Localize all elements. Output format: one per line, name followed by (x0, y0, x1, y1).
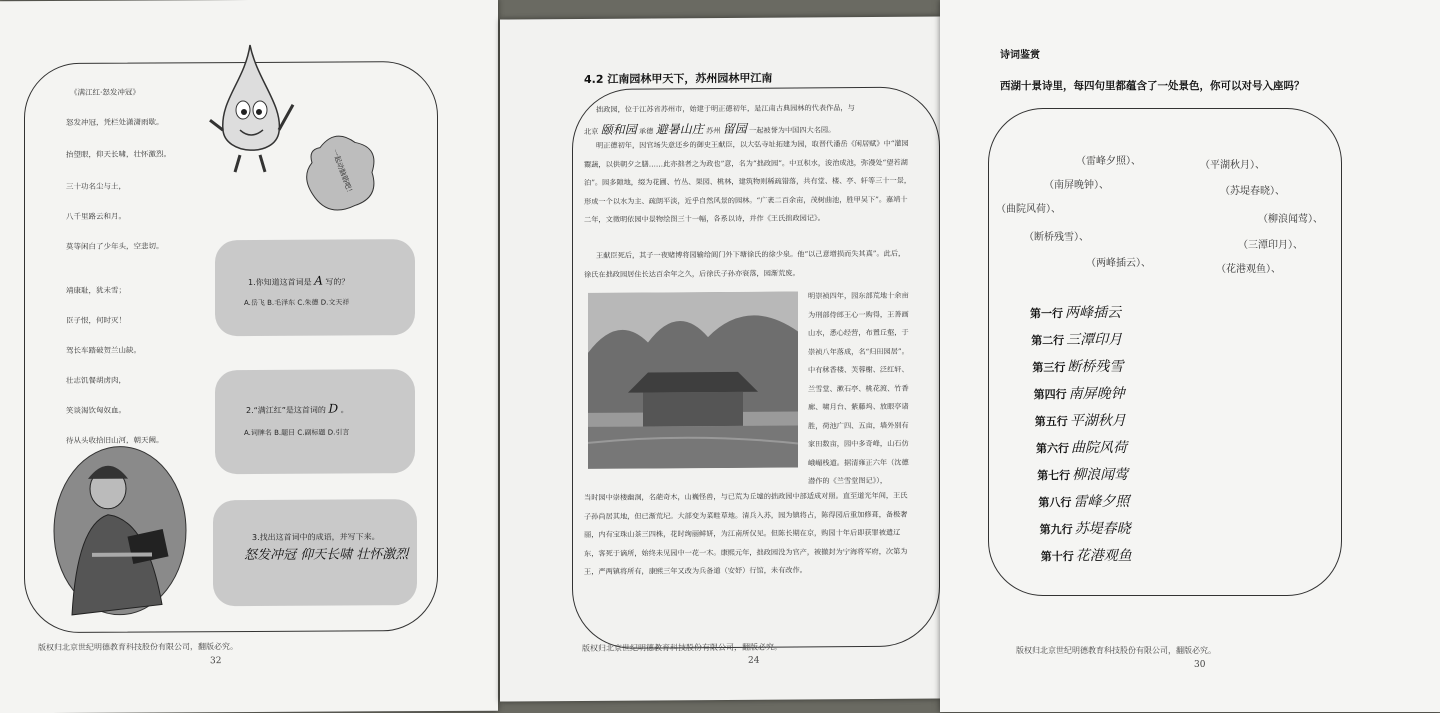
cloud-text: 一起动脑筋吧！ (330, 148, 355, 197)
poem-line: 靖康耻，犹未雪； (66, 285, 126, 295)
right-footer: 版权归北京世纪明德教育科技股份有限公司，翻版必究。 (1016, 646, 1216, 655)
row-handwritten-answer: 平湖秋月 (1069, 413, 1126, 429)
answer-row (1035, 410, 1126, 430)
row-label: 第三行 (1032, 361, 1066, 374)
answer-row (1040, 518, 1131, 538)
answer-row (1034, 383, 1125, 403)
q3-handwritten-answer: 怒发冲冠 仰天长啸 壮怀激烈 (244, 547, 409, 564)
yue-fei-portrait-illustration (52, 444, 188, 617)
q2-question: 2.“满江红”是这首词的 D 。 (246, 401, 349, 416)
q2-handwritten-answer: D (328, 401, 339, 416)
poem-title: 《满江红·怒发冲冠》 (70, 87, 140, 97)
row-label: 第十行 (1040, 550, 1074, 563)
row-handwritten-answer: 雷峰夕照 (1073, 494, 1130, 510)
answer-row (1032, 356, 1123, 376)
poem-line: 壮志饥餐胡虏肉， (66, 375, 126, 385)
row-handwritten-answer: 断桥残雪 (1067, 359, 1124, 375)
exercise-question: 西湖十景诗里，每四句里都蕴含了一处景色，你可以对号入座吗？ (1000, 80, 1305, 92)
answer-row (1037, 464, 1128, 484)
idiom-item: （平湖秋月）、 (1200, 160, 1265, 171)
poem-line: 驾长车踏破贺兰山缺。 (66, 345, 141, 355)
idiom-item: （断桥残雪）、 (1024, 232, 1089, 243)
idiom-item: （苏堤春晓）、 (1220, 186, 1285, 197)
right-page-number: 30 (1194, 660, 1206, 670)
fill-in-1: 颐和园 (600, 122, 637, 137)
poem-line: 三十功名尘与土， (66, 181, 126, 191)
left-page-number: 32 (210, 656, 222, 667)
q1-options: A.岳飞 B.毛泽东 C.朱德 D.文天祥 (244, 298, 350, 308)
idiom-item: （曲院风荷）、 (996, 204, 1061, 215)
answer-row (1030, 302, 1121, 322)
row-label: 第四行 (1033, 388, 1067, 401)
question-box-2 (215, 369, 415, 474)
left-footer: 版权归北京世纪明德教育科技股份有限公司，翻版必究。 (38, 642, 238, 653)
section-heading: 4.2 江南园林甲天下，苏州园林甲江南 (584, 71, 773, 86)
row-handwritten-answer: 曲院风荷 (1071, 440, 1127, 456)
left-page (0, 0, 498, 713)
para3: 王献臣死后，其子一夜赌博将园输给阊门外下塘徐氏的徐少泉。他“以己意增损而失其真”。此后，徐氏在拙政园居住长达百余年之久，后徐氏子孙亦衰落，园渐荒废。 (584, 248, 906, 279)
row-handwritten-answer: 柳浪闻莺 (1072, 467, 1129, 483)
poem-line: 笑谈渴饮匈奴血。 (66, 405, 126, 415)
row-label: 第五行 (1034, 415, 1068, 428)
idiom-item: （三潭印月）、 (1238, 240, 1303, 251)
q2-options: A.词牌名 B.题目 C.副标题 D.引言 (244, 428, 350, 438)
para4-continued: 当时园中崇楼幽洞，名葩奇木，山巍怪兽，与已荒为丘墟的拙政园中部适成对照。直至道光年间，王氏子孙尚居其地，但已渐荒圮。大部变为菜畦草地。清兵入苏，园为镇将占，陈得园后重加修葺，备极奢丽，内有宝珠山茶三四株，花时绚丽鲜妍，为江南所仅见。但陈长期在京，购园十年后即获罪被遣辽东，客死于谪所，始终未见园中一花一木。康熙元年，拙政园没为官产，被撤封为宁海将军府，次第为王，严两镇将所有，康熙三年又改为兵备道（安妤）行馆，未有改作。 (584, 490, 908, 576)
row-label: 第一行 (1030, 307, 1063, 320)
row-handwritten-answer: 苏堤春晓 (1074, 521, 1131, 537)
poem-line: 怒发冲冠，凭栏处潇潇雨歇。 (66, 117, 164, 127)
water-drop-mascot-illustration (205, 40, 305, 181)
fill-in-2: 避暑山庄 (655, 122, 704, 137)
row-handwritten-answer: 花港观鱼 (1075, 548, 1132, 564)
para2: 明正德初年，因官场失意还乡的御史王献臣，以大弘寺址拓建为园，取晋代潘岳《闲居赋》中“灌园鬻蔬，以供朝夕之膳……此亦拙者之为政也”意，名为“拙政园”。中亘积水，浚治成池，弥漫处“望若湖泊”。园多隙地，缀为花圃、竹丛、果园、桃林，建筑物则稀疏错落，共有堂、楼、亭、轩等三十一景，形成一个以水为主、疏朗平淡，近乎自然风景的园林。“广袤二百余亩，茂树曲池，胜甲吴下”。嘉靖十二年，文徵明依园中景物绘图三十一幅，各系以诗，并作《王氏拙政园记》。 (584, 138, 912, 224)
middle-footer: 版权归北京世纪明德教育科技股份有限公司，翻版必究。 (582, 642, 782, 653)
q1-handwritten-answer: A (314, 273, 323, 288)
fill-in-3: 留园 (722, 121, 747, 136)
row-handwritten-answer: 两峰插云 (1065, 305, 1121, 321)
row-label: 第七行 (1037, 469, 1071, 482)
q1-question: 1.你知道这首词是 A 写的？ (248, 273, 350, 288)
poem-line: 莫等闲白了少年头，空悲切。 (66, 241, 164, 251)
row-label: 第六行 (1036, 442, 1069, 455)
idiom-item: （柳浪闻莺）、 (1258, 214, 1323, 225)
right-page (940, 0, 1440, 712)
idiom-item: （南屏晚钟）、 (1044, 180, 1109, 191)
garden-pavilion-photo (588, 291, 798, 468)
middle-page-number: 24 (748, 655, 760, 666)
answer-row (1038, 491, 1129, 511)
para1-line2: 北京 颐和园 承德 避暑山庄 苏州 留园 一起被誉为中国四大名园。 (584, 121, 836, 137)
para1-line1: 拙政园，位于江苏省苏州市，始建于明正德初年，是江南古典园林的代表作品，与 (596, 103, 855, 114)
answer-row (1031, 329, 1122, 349)
row-label: 第九行 (1039, 523, 1073, 536)
idiom-item: （雷峰夕照）、 (1076, 156, 1141, 167)
answer-row (1036, 437, 1127, 457)
answer-row (1041, 545, 1132, 565)
q3-question: 3.找出这首词中的成语，并写下来。 (252, 532, 380, 542)
section-title: 诗词鉴赏 (1000, 50, 1040, 61)
row-handwritten-answer: 三潭印月 (1066, 332, 1123, 348)
idiom-item: （两峰插云）、 (1086, 258, 1151, 269)
row-label: 第八行 (1038, 496, 1072, 509)
middle-page (500, 16, 940, 701)
poem-line: 臣子恨，何时灭！ (66, 315, 126, 325)
poem-line: 待从头收拾旧山河，朝天阙。 (66, 435, 164, 445)
poem-lines (0, 0, 498, 1)
idiom-item: （花港观鱼）、 (1216, 264, 1281, 275)
para4-right-column: 明崇祯四年，园东部荒地十余亩为刑部侍郎王心一购得，王善画山水，悉心经营，布置丘壑，于崇祯八年落成，名“归田园居”。中有秫香楼、芙蓉榭、泛红轩、兰雪堂、漱石亭、桃花渡、竹香廊、啸月台、紫藤坞、放眼亭诸胜，荷池广四、五亩，墙外别有家田数亩，园中多奇峰，山石仿峨嵋栈道。据清雍正六年（沈德潜作的《兰雪堂图记》）， (808, 290, 909, 486)
row-label: 第二行 (1031, 334, 1065, 347)
poem-line: 抬望眼，仰天长啸，壮怀激烈。 (66, 149, 171, 159)
row-handwritten-answer: 南屏晚钟 (1068, 386, 1125, 402)
poem-line: 八千里路云和月。 (66, 211, 126, 221)
